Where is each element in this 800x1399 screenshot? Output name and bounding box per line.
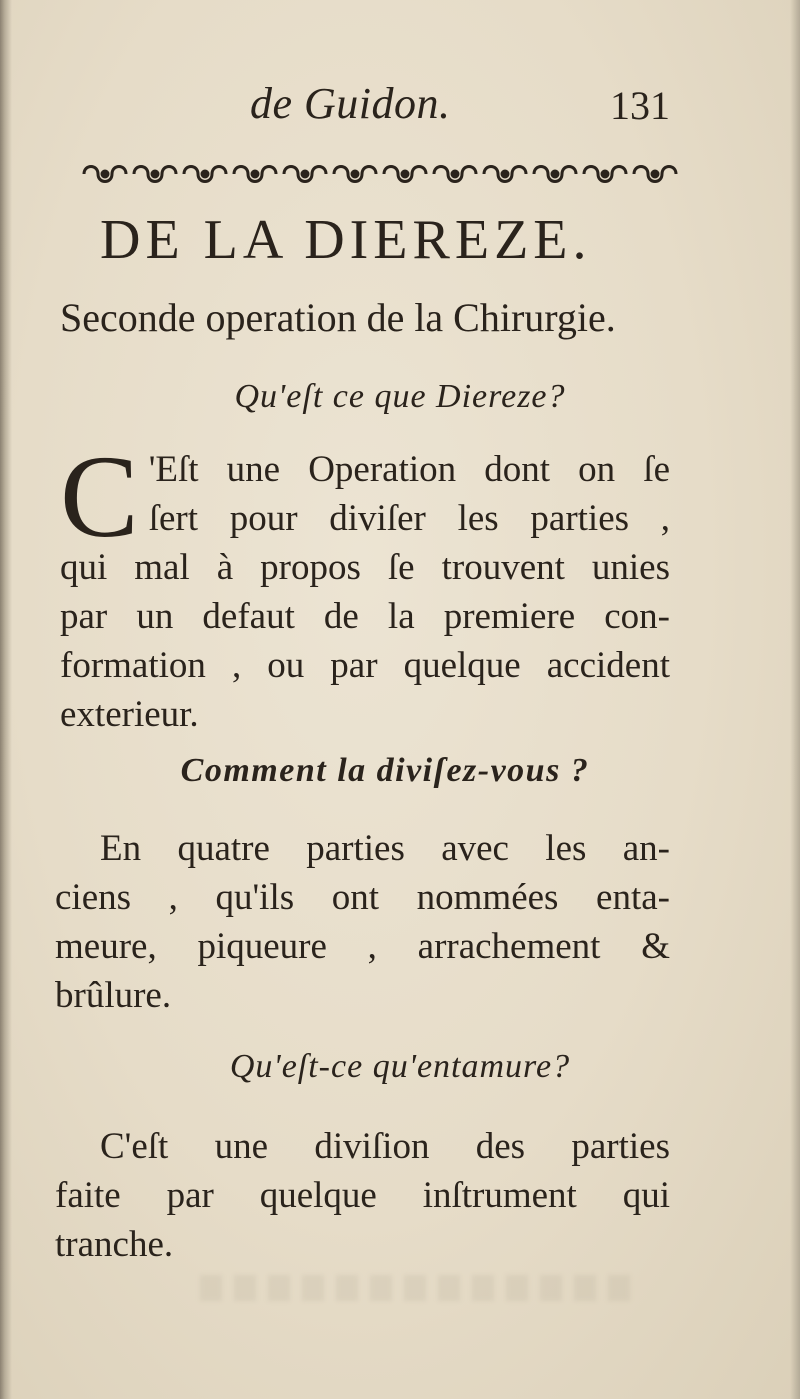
text-line: qui mal à propos ſe trouvent unies (60, 547, 670, 588)
paragraph-3 (55, 1122, 670, 1269)
running-title: de Guidon. (250, 79, 451, 128)
text-line: C'eſt une diviſion des parties (100, 1126, 670, 1167)
ornament-dot (452, 171, 458, 177)
question-heading: Qu'eſt-ce qu'entamure? (229, 1048, 571, 1085)
ornament-dot (552, 171, 558, 177)
question-heading: Qu'eſt ce que Diereze? (234, 378, 566, 415)
ornament-dot (302, 171, 308, 177)
text-line: ciens , qu'ils ont nommées enta- (55, 877, 670, 918)
ornament-dot (602, 171, 608, 177)
ornament-dot (652, 171, 658, 177)
drop-cap: C (60, 431, 139, 562)
section-title: DE LA DIEREZE. (100, 209, 592, 271)
ornamental-border (80, 160, 680, 188)
page-number: 131 (610, 83, 670, 128)
text-line: exterieur. (60, 694, 199, 735)
text-line: 'Eſt une Operation dont on ſe (148, 449, 670, 490)
ornament-dot (502, 171, 508, 177)
text-line: formation , ou par quelque accident (60, 645, 670, 686)
text-line: ſert pour diviſer les parties , (148, 498, 670, 539)
paragraph-2 (55, 824, 670, 1020)
text-line: faite par quelque inſtrument qui (55, 1175, 670, 1216)
ornament-dot (102, 171, 108, 177)
page-header (0, 78, 800, 138)
text-line: meure, piqueure , arrachement & (55, 926, 670, 967)
ornament-dot (152, 171, 158, 177)
spine-shadow (0, 0, 12, 1399)
text-line: En quatre parties avec les an- (100, 828, 670, 869)
ornament-dot (252, 171, 258, 177)
paragraph-1 (60, 431, 670, 739)
ornament-dot (352, 171, 358, 177)
question-heading: Comment la diviſez-vous ? (180, 752, 590, 789)
text-line: brûlure. (55, 975, 172, 1016)
show-through-text (200, 1275, 640, 1301)
ornament-dot (202, 171, 208, 177)
section-subtitle: Seconde operation de la Chirurgie. (60, 295, 616, 340)
text-line: par un defaut de la premiere con- (60, 596, 670, 637)
ornament-dot (402, 171, 408, 177)
text-line: tranche. (55, 1224, 174, 1265)
page-edge (790, 0, 800, 1399)
